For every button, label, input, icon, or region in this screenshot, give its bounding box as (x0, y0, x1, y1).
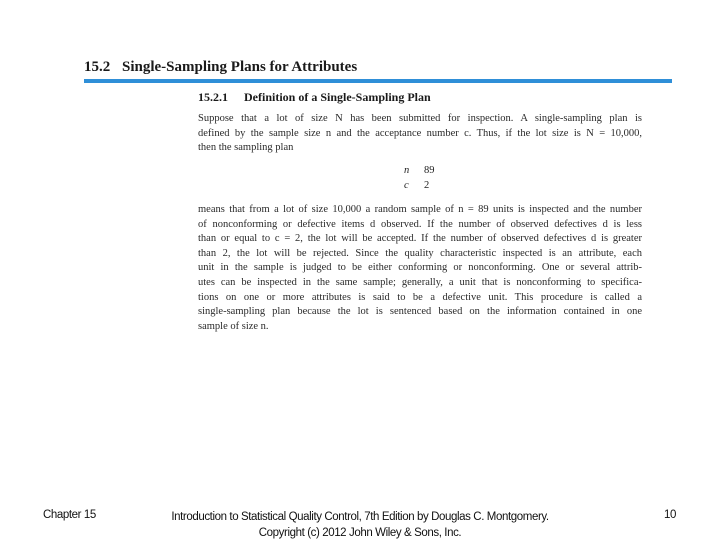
paragraph-line: means that from a lot of size 10,000 a random sample of n = 89 units is inspected and the number (198, 204, 642, 215)
paragraph-line: of nonconforming or defective items d observed. If the number of observed defectives d is less (198, 218, 642, 230)
section-title: Single-Sampling Plans for Attributes (122, 59, 358, 75)
plan-symbol: n (404, 165, 410, 176)
section-number: 15.2 (84, 59, 111, 75)
paragraph-line: tions on one or more attributes is said to be a defective unit. This procedure is called a (198, 291, 642, 303)
plan-row-n (404, 164, 435, 179)
footer-citation-line2: Copyright (c) 2012 John Wiley & Sons, Inc. (258, 527, 462, 539)
plan-symbol: c (404, 179, 409, 191)
paragraph-2 (198, 203, 642, 334)
subsection-heading (198, 90, 431, 105)
subsection-number: 15.2.1 (198, 90, 228, 104)
footer-page-number: 10 (664, 509, 676, 521)
paragraph-line: then the sampling plan (198, 142, 294, 154)
section-rule (84, 79, 672, 83)
paragraph-line: single-sampling plan because the lot is sentenced based on the information contained in one (198, 306, 642, 318)
footer-citation-line1: Introduction to Statistical Quality Control, 7th Edition by Douglas C. Montgomery. (171, 511, 549, 523)
paragraph-line: than 2, the lot will be rejected. Since the quality characteristic inspected is an attribute, each (198, 247, 642, 259)
subsection-title: Definition of a Single-Sampling Plan (244, 90, 431, 104)
footer-citation (140, 509, 580, 541)
paragraph-1 (198, 112, 642, 156)
plan-row-c (404, 179, 435, 194)
paragraph-line: defined by the sample size n and the acceptance number c. Thus, if the lot size is N = 10,000, (198, 127, 642, 139)
paragraph-line: unit in the sample is judged to be either conforming or nonconforming. One or several attrib- (198, 262, 642, 274)
paragraph-line: sample of size n. (198, 320, 269, 332)
sampling-plan (404, 164, 435, 193)
section-heading (84, 59, 357, 76)
paragraph-line: than or equal to c = 2, the lot will be accepted. If the number of observed defectives d is greater (198, 233, 642, 245)
footer-chapter: Chapter 15 (43, 509, 96, 521)
paragraph-line: Suppose that a lot of size N has been submitted for inspection. A single-sampling plan is (198, 113, 642, 124)
paragraph-line: utes can be inspected in the same sample; generally, a unit that is nonconforming to specifica- (198, 276, 642, 288)
plan-value: 2 (424, 179, 430, 191)
plan-value: 89 (424, 165, 435, 176)
